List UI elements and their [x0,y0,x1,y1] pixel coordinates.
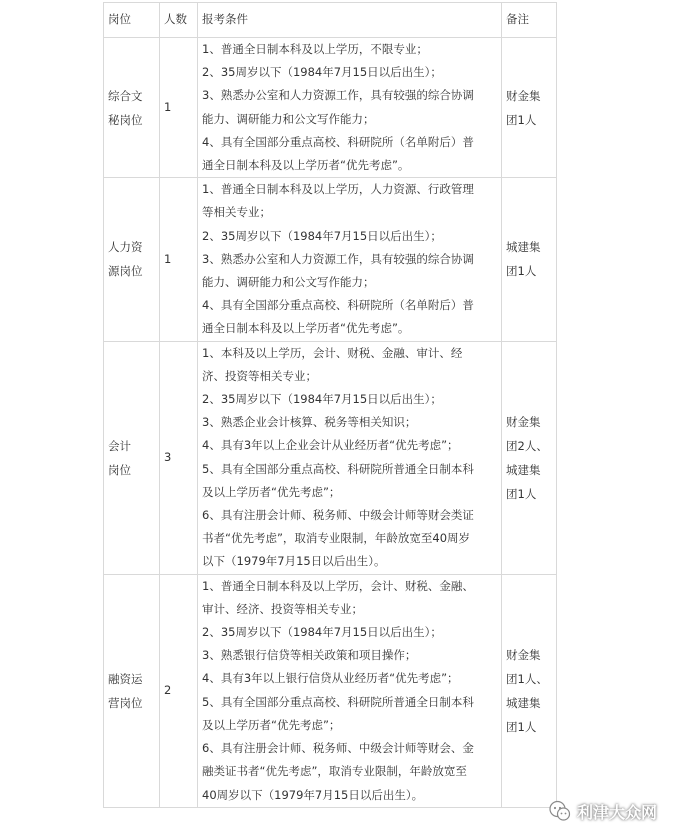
condition-line: 2、35周岁以下（1984年7月15日以后出生）； [202,65,442,80]
condition-line: 1、本科及以上学历，会计、财税、金融、审计、经 [202,345,463,360]
table-row [104,178,557,341]
note-line: 团1人 [506,264,537,279]
count-cell: 2 [160,574,198,807]
post-line: 融资运 [108,671,143,686]
post-cell [104,341,160,574]
post-line: 会计 [108,438,131,453]
post-cell [104,178,160,341]
condition-line: 3、熟悉企业会计核算、税务等相关知识； [202,415,417,430]
condition-line: 书者“优先考虑”，取消专业限制，年龄放宽至40周岁 [202,531,471,546]
condition-line: 1、普通全日制本科及以上学历，会计、财税、金融、 [202,578,474,593]
note-line: 城建集 [506,462,541,477]
note-line: 团1人 [506,719,537,734]
recruitment-table [103,2,557,808]
count-cell: 1 [160,178,198,341]
note-line: 城建集 [506,240,541,255]
condition-line: 2、35周岁以下（1984年7月15日以后出生）； [202,228,442,243]
note-line: 财金集 [506,414,541,429]
condition-line: 5、具有全国部分重点高校、科研院所普通全日制本科 [202,461,474,476]
note-line: 团1人、 [506,671,548,686]
table-row [104,38,557,178]
note-line: 团1人 [506,112,537,127]
condition-line: 4、具有全国部分重点高校、科研院所（名单附后）普 [202,298,474,313]
count-cell: 1 [160,38,198,178]
condition-line: 通全日制本科及以上学历者“优先考虑”。 [202,321,410,336]
note-line: 团2人、 [506,438,548,453]
condition-line: 6、具有注册会计师、税务师、中级会计师等财会、金 [202,741,474,756]
post-line: 源岗位 [108,264,143,279]
condition-line: 济、投资等相关专业； [202,368,317,383]
table-row [104,574,557,807]
note-line: 团1人 [506,486,537,501]
post-line: 人力资 [108,240,143,255]
condition-line: 3、熟悉办公室和人力资源工作，具有较强的综合协调 [202,251,474,266]
condition-line: 等相关专业； [202,205,271,220]
condition-line: 2、35周岁以下（1984年7月15日以后出生）； [202,625,442,640]
header-row [104,3,557,38]
condition-line: 1、普通全日制本科及以上学历，不限专业； [202,42,428,56]
condition-line: 融类证书者“优先考虑”，取消专业限制，年龄放宽至 [202,764,467,779]
condition-line: 6、具有注册会计师、税务师、中级会计师等财会类证 [202,508,474,523]
note-cell [502,38,557,178]
post-line: 营岗位 [108,695,143,710]
header-count: 人数 [160,3,198,38]
watermark-text: 利津大众网 [577,802,658,822]
count-cell: 3 [160,341,198,574]
note-cell [502,574,557,807]
note-line: 财金集 [506,88,541,103]
header-post: 岗位 [104,3,160,38]
condition-line: 及以上学历者“优先考虑”； [202,484,341,499]
condition-line: 3、熟悉银行信贷等相关政策和项目操作； [202,648,417,663]
watermark [548,798,657,824]
condition-line: 及以上学历者“优先考虑”； [202,717,341,732]
condition-line: 5、具有全国部分重点高校、科研院所普通全日制本科 [202,694,474,709]
condition-line: 4、具有3年以上银行信贷从业经历者“优先考虑”； [202,671,459,686]
note-line: 城建集 [506,695,541,710]
post-cell [104,574,160,807]
header-note: 备注 [502,3,557,38]
conditions-cell [198,341,502,574]
note-line: 财金集 [506,647,541,662]
post-line: 岗位 [108,462,131,477]
condition-line: 1、普通全日制本科及以上学历，人力资源、行政管理 [202,182,474,197]
condition-line: 审计、经济、投资等相关专业； [202,601,363,616]
condition-line: 4、具有全国部分重点高校、科研院所（名单附后）普 [202,134,474,149]
condition-line: 能力、调研能力和公文写作能力； [202,275,375,290]
condition-line: 2、35周岁以下（1984年7月15日以后出生）； [202,392,442,407]
conditions-cell [198,178,502,341]
table-row [104,341,557,574]
post-line: 综合文 [108,88,143,103]
post-line: 秘岗位 [108,112,143,127]
conditions-cell [198,574,502,807]
condition-line: 3、熟悉办公室和人力资源工作，具有较强的综合协调 [202,88,474,103]
condition-line: 以下（1979年7月15日以后出生）。 [202,554,386,569]
condition-line: 通全日制本科及以上学历者“优先考虑”。 [202,158,410,173]
note-cell [502,178,557,341]
post-cell [104,38,160,178]
condition-line: 40周岁以下（1979年7月15日以后出生）。 [202,787,424,802]
note-cell [502,341,557,574]
conditions-cell [198,38,502,178]
wechat-icon [548,799,572,823]
header-conditions: 报考条件 [198,3,502,38]
condition-line: 4、具有3年以上企业会计从业经历者“优先考虑”； [202,438,459,453]
condition-line: 能力、调研能力和公文写作能力； [202,111,375,126]
